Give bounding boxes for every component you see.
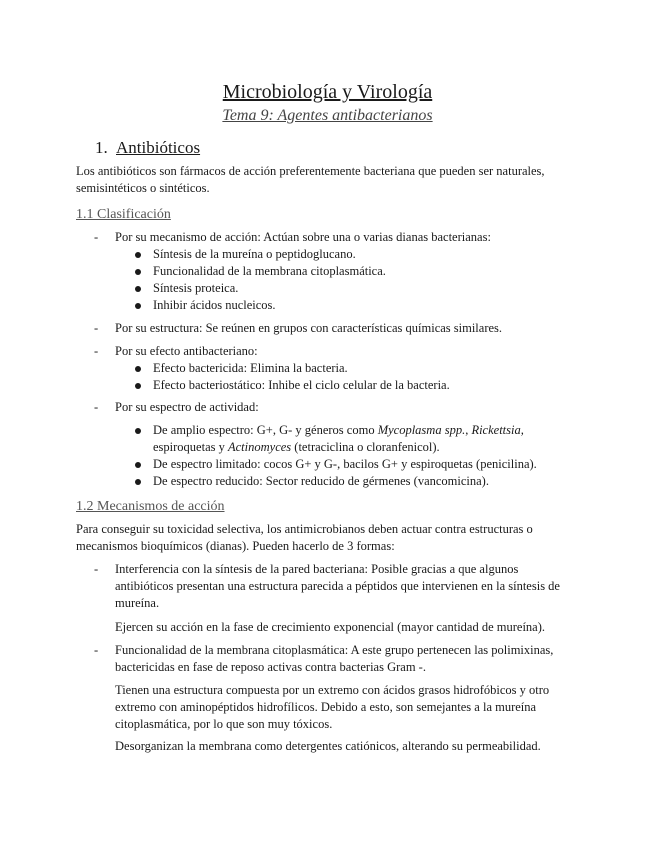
- efecto-bullet-list: [133, 360, 563, 394]
- list-item-membrana: [94, 642, 564, 676]
- bullet-item: De amplio espectro: G+, G- y géneros como Mycoplasma spp., Rickettsia, espiroquetas y Actinomyces (tetraciclina o cloranfenicol).: [133, 422, 563, 456]
- mecanismo-bullet-list: [133, 246, 563, 314]
- dash-marker: -: [94, 400, 99, 414]
- pared-extra-paragraph: Ejercen su acción en la fase de crecimiento exponencial (mayor cantidad de mureína).: [115, 620, 545, 634]
- dash-marker: -: [94, 643, 99, 657]
- bullet-item: Efecto bacteriostático: Inhibe el ciclo celular de la bacteria.: [133, 377, 563, 394]
- section-number: 1.: [95, 138, 108, 157]
- italic-genus: Mycoplasma spp.: [377, 423, 466, 437]
- list-item-label: Por su efecto antibacteriano:: [115, 344, 258, 358]
- document-title: Microbiología y Virología: [222, 81, 433, 103]
- italic-genus: Actinomyces: [227, 440, 292, 454]
- bullet-icon: [135, 366, 141, 372]
- list-item-label: Por su espectro de actividad:: [115, 400, 259, 414]
- bullet-icon: [135, 383, 141, 389]
- list-item-mecanismo: [94, 229, 564, 246]
- list-item-estructura: [94, 320, 564, 337]
- dash-marker: -: [94, 230, 99, 244]
- bullet-item: Funcionalidad de la membrana citoplasmática.: [133, 263, 563, 280]
- dash-marker: -: [94, 344, 99, 358]
- bullet-item: Efecto bactericida: Elimina la bacteria.: [133, 360, 563, 377]
- list-item-efecto: [94, 343, 564, 360]
- subsection-heading-clasificacion: 1.1 Clasificación: [76, 207, 171, 222]
- section-heading-antibioticos: [95, 137, 200, 158]
- intro-line: semisintéticos o sintéticos.: [76, 181, 210, 195]
- mecanismos-intro-paragraph: [76, 521, 576, 555]
- membrana-paragraph-3: Desorganizan la membrana como detergentes catiónicos, alterando su permeabilidad.: [115, 739, 541, 753]
- bullet-icon: [135, 479, 141, 485]
- list-item-label: Por su estructura: Se reúnen en grupos con características químicas similares.: [115, 321, 503, 335]
- italic-genus: Rickettsia,: [471, 423, 524, 437]
- bullet-icon: [135, 303, 141, 309]
- list-item-pared: [94, 561, 564, 612]
- intro-paragraph: [76, 163, 576, 197]
- intro-line: Los antibióticos son fármacos de acción preferentemente bacteriana que pueden ser naturales,: [76, 164, 545, 178]
- intro-line: mecanismos bioquímicos (dianas). Pueden hacerlo de 3 formas:: [76, 539, 395, 553]
- membrana-paragraph-2: Tienen una estructura compuesta por un extremo con ácidos grasos hidrofóbicos y otro extremo con aminopéptidos hidrofílicos. Debido a esto, son semejantes a la mureína citoplasmática, por lo que son muy tóxicos.: [115, 683, 550, 731]
- espectro-bullet-list: [133, 422, 563, 490]
- dash-marker: -: [94, 562, 99, 576]
- bullet-item: Síntesis proteica.: [133, 280, 563, 297]
- bullet-item: Síntesis de la mureína o peptidoglucano.: [133, 246, 563, 263]
- bullet-icon: [135, 269, 141, 275]
- bullet-icon: [135, 462, 141, 468]
- bullet-icon: [135, 252, 141, 258]
- list-item-label: Por su mecanismo de acción: Actúan sobre una o varias dianas bacterianas:: [115, 230, 491, 244]
- subsection-heading-mecanismos: 1.2 Mecanismos de acción: [76, 499, 225, 514]
- dash-marker: -: [94, 321, 99, 335]
- bullet-icon: [135, 428, 141, 434]
- bullet-item: De espectro limitado: cocos G+ y G-, bacilos G+ y espiroquetas (penicilina).: [133, 456, 563, 473]
- list-item-label: Funcionalidad de la membrana citoplasmática: A este grupo pertenecen las polimixinas, bactericidas en fase de reposo activas contra bacterias Gram -.: [115, 643, 554, 674]
- bullet-item: Inhibir ácidos nucleicos.: [133, 297, 563, 314]
- list-item-espectro: [94, 399, 564, 416]
- section-title: Antibióticos: [116, 138, 201, 157]
- bullet-icon: [135, 286, 141, 292]
- document-subtitle: Tema 9: Agentes antibacterianos: [222, 107, 433, 124]
- bullet-item: De espectro reducido: Sector reducido de gérmenes (vancomicina).: [133, 473, 563, 490]
- list-item-label: Interferencia con la síntesis de la pared bacteriana: Posible gracias a que algunos antibióticos presentan una estructura parecida a péptidos que intervienen en la síntesis de mureína.: [115, 562, 560, 610]
- intro-line: Para conseguir su toxicidad selectiva, los antimicrobianos deben actuar contra estructuras o: [76, 522, 533, 536]
